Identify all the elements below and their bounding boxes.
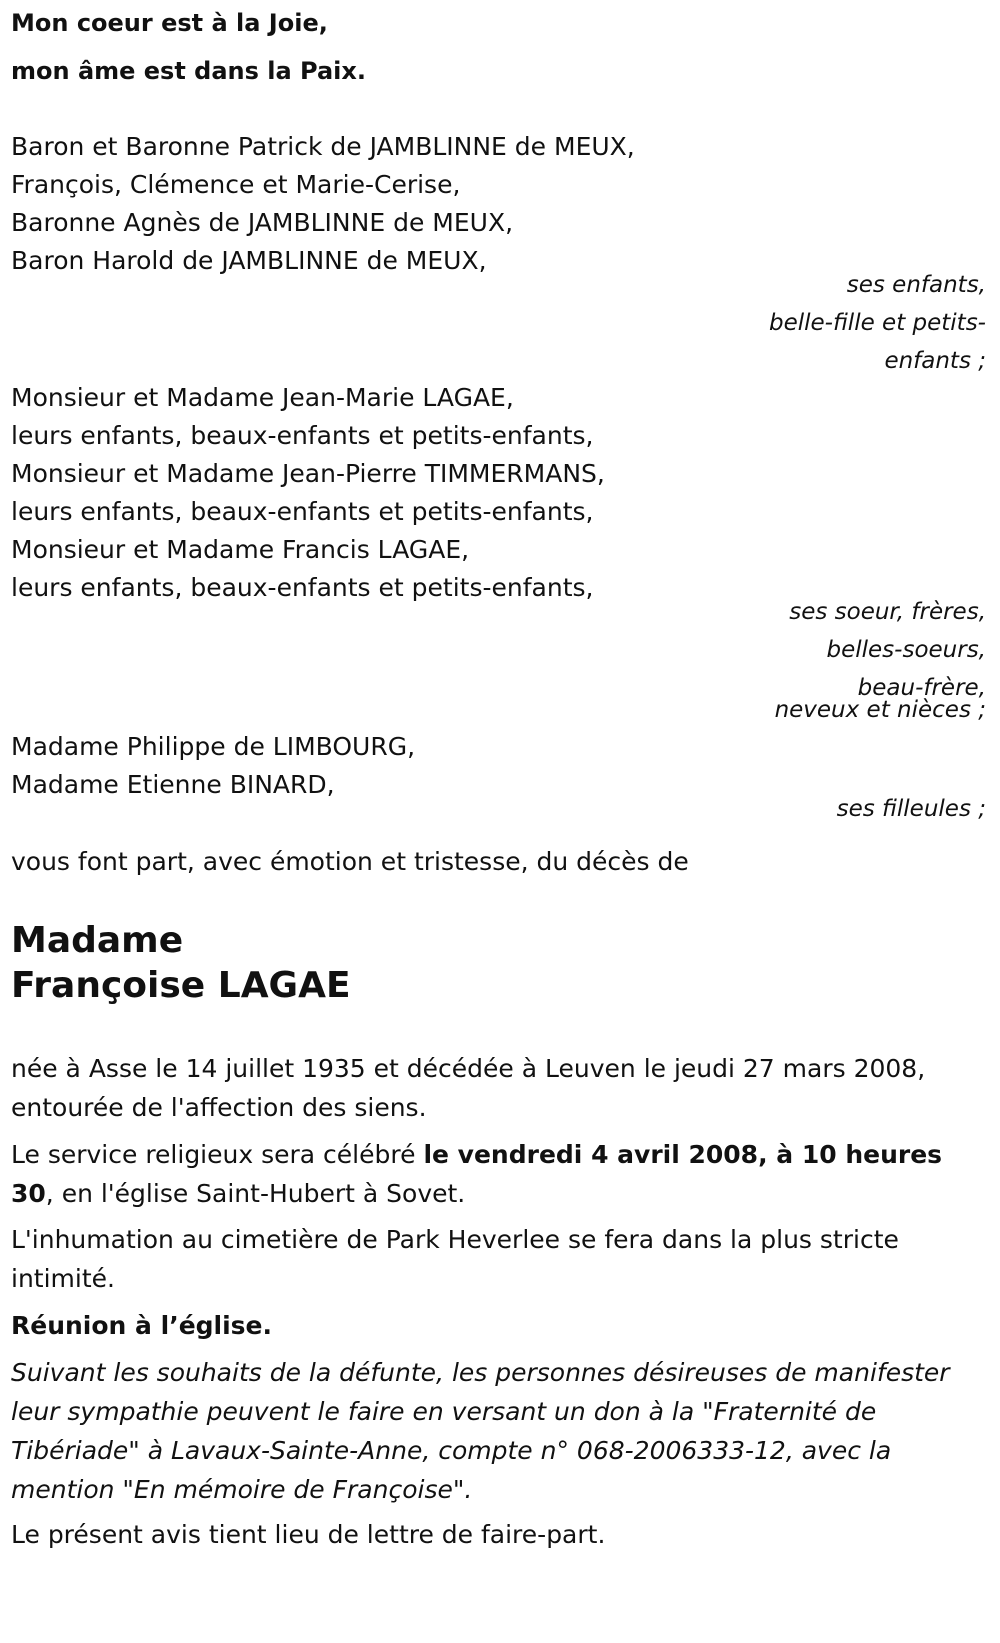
- deceased-name: Françoise LAGAE: [11, 965, 351, 1006]
- motto-line-1: Mon coeur est à la Joie,: [11, 9, 328, 37]
- relation-label: ses soeur, frères,: [789, 599, 986, 625]
- family-line: Baron et Baronne Patrick de JAMBLINNE de MEUX,: [11, 132, 635, 161]
- family-line: Monsieur et Madame Francis LAGAE,: [11, 535, 470, 564]
- family-line: Madame Philippe de LIMBOURG,: [11, 732, 416, 761]
- announcement-line: vous font part, avec émotion et tristesse, du décès de: [11, 847, 689, 876]
- burial-info: L'inhumation au cimetière de Park Heverlee se fera dans la plus stricte intimité.: [11, 1225, 899, 1293]
- family-line: leurs enfants, beaux-enfants et petits-enfants,: [11, 573, 594, 602]
- family-line: François, Clémence et Marie-Cerise,: [11, 170, 461, 199]
- family-line: Monsieur et Madame Jean-Marie LAGAE,: [11, 383, 514, 412]
- relation-label: beau-frère,: [857, 675, 986, 701]
- service-date: le vendredi 4 avril 2008, à 10 heures 30: [11, 1140, 943, 1208]
- family-line: leurs enfants, beaux-enfants et petits-enfants,: [11, 497, 594, 526]
- motto-line-2: mon âme est dans la Paix.: [11, 57, 367, 85]
- birth-death-info: née à Asse le 14 juillet 1935 et décédée à Leuven le jeudi 27 mars 2008, entourée de l'affection des siens.: [11, 1054, 926, 1122]
- service-text-start: Le service religieux sera célébré: [11, 1140, 424, 1169]
- meeting-info: Réunion à l’église.: [11, 1311, 273, 1340]
- relation-label: enfants ;: [884, 348, 986, 374]
- relation-label: belles-soeurs,: [826, 637, 986, 663]
- service-info: [11, 1135, 986, 1213]
- service-text-end: , en l'église Saint-Hubert à Sovet.: [45, 1179, 466, 1208]
- family-line: Madame Etienne BINARD,: [11, 770, 335, 799]
- relation-label: neveux et nièces ;: [774, 697, 986, 723]
- obituary-notice: [11, 0, 986, 1643]
- donation-info: Suivant les souhaits de la défunte, les personnes désireuses de manifester leur sympathie peuvent le faire en versant un don à la "Fraternité de Tibériade" à Lavaux-Sainte-Anne, compte n° 068-2006333-12, avec la mention "En mémoire de Françoise".: [11, 1358, 950, 1504]
- family-line: Baron Harold de JAMBLINNE de MEUX,: [11, 246, 487, 275]
- relation-label: ses enfants,: [846, 272, 986, 298]
- family-line: Baronne Agnès de JAMBLINNE de MEUX,: [11, 208, 514, 237]
- deceased-title: Madame: [11, 920, 184, 961]
- relation-label: belle-fille et petits-: [768, 310, 986, 336]
- family-line: leurs enfants, beaux-enfants et petits-enfants,: [11, 421, 594, 450]
- closing-line: Le présent avis tient lieu de lettre de faire-part.: [11, 1520, 606, 1549]
- relation-label: ses filleules ;: [836, 796, 986, 822]
- family-line: Monsieur et Madame Jean-Pierre TIMMERMANS,: [11, 459, 605, 488]
